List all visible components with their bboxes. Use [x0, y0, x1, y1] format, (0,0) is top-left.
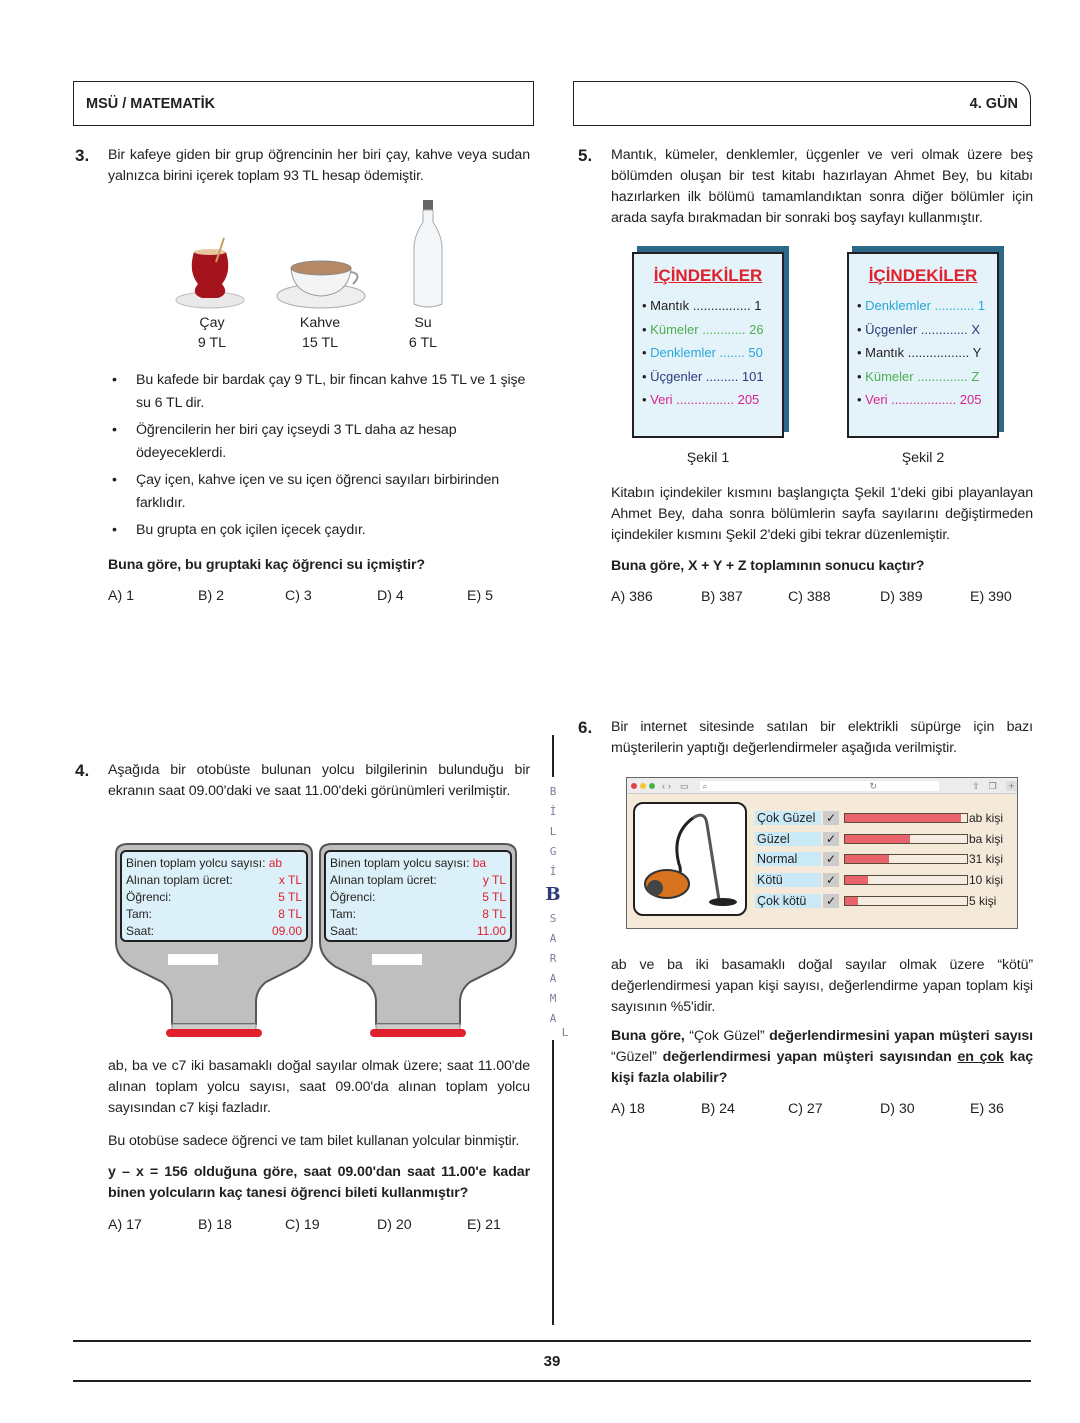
display-label: Saat: [330, 924, 359, 938]
rating-label: Normal [755, 852, 821, 866]
toc-entry-text: Kümeler ............ 26 [650, 321, 764, 337]
display-value: y TL [482, 873, 506, 887]
q5-option-c[interactable]: C) 388 [788, 589, 831, 605]
q4-option-b[interactable]: B) 18 [198, 1217, 232, 1233]
q3-bullet: • Öğrencilerin her biri çay içseydi 3 TL daha az hesap ödeyeceklerdi. [112, 419, 530, 464]
toc-entry-text: Denklemler ........... 1 [865, 298, 986, 313]
brand-letter: İ [549, 805, 557, 818]
coffee-price: 15 TL [301, 335, 339, 351]
q3-option-b[interactable]: B) 2 [198, 588, 225, 604]
vacuum-image [633, 802, 747, 916]
q6-q-part: kaç kişi fazla olabilir? [611, 1049, 1034, 1086]
address-bar[interactable] [700, 781, 940, 791]
q4-number: 4. [75, 761, 90, 780]
q3-option-c[interactable]: C) 3 [285, 588, 312, 604]
rating-label: Çok kötü [755, 894, 821, 908]
brand-letter: B [549, 785, 557, 798]
rating-count: ba kişi [969, 831, 1004, 846]
q3-option-d[interactable]: D) 4 [377, 588, 404, 604]
rating-count: 10 kişi [969, 873, 1004, 888]
brand-letter: A [549, 932, 557, 945]
brand-letter: M [549, 992, 557, 1005]
coffee-name: Kahve [299, 315, 341, 331]
checkmark-icon[interactable]: ✓ [823, 852, 839, 866]
rating-label: Çok Güzel [755, 811, 821, 825]
toc-entry-text: Mantık ................. Y [865, 345, 982, 360]
toc-entry [642, 388, 782, 412]
toc-entry-text: Veri ................ 205 [650, 392, 760, 407]
bus-screen-0900 [114, 842, 314, 1038]
q4-text1: ab, ba ve c7 iki basamaklı doğal sayılar olmak üzere; saat 11.00'de alınan toplam yolcu sayısı, saat 09.00'da alınan toplam yolcu sayısından c7 kişi fazladır. [108, 1058, 530, 1116]
q6-q-part: “Güzel” [611, 1049, 657, 1065]
bullet: • [642, 368, 651, 384]
toc-entry [857, 341, 997, 365]
q6-intro: Bir internet sitesinde satılan bir elektrikli süpürge için bazı müşterilerin yaptığı değerlendirmeler aşağıda verilmiştir. [611, 719, 1033, 756]
checkmark-icon[interactable]: ✓ [823, 873, 839, 887]
q4-option-c[interactable]: C) 19 [285, 1217, 320, 1233]
column-divider [552, 735, 554, 777]
back-icon[interactable]: ‹ [662, 780, 665, 791]
water-name: Su [414, 315, 432, 331]
display-value: ba [472, 856, 487, 870]
display-label: Öğrenci: [330, 890, 376, 904]
tea-label [172, 313, 252, 353]
brand-letter: G [549, 845, 557, 858]
search-icon: ⌕ [702, 780, 708, 791]
display [324, 850, 512, 942]
bullet: • [857, 392, 866, 407]
q3-intro: Bir kafeye giden bir grup öğrencinin her biri çay, kahve veya sudan yalnızca birini içerek toplam 93 TL hesap ödemiştir. [108, 147, 530, 184]
q6-option-d[interactable]: D) 30 [880, 1101, 915, 1117]
coffee-cup-icon [275, 250, 367, 310]
brand-letter: L [561, 1026, 569, 1039]
rating-row [755, 808, 1017, 829]
q6-q-part: değerlendirmesi yapan müşteri sayısından [662, 1049, 952, 1065]
toc-entry-text: Üçgenler ............. X [865, 321, 981, 337]
q3-option-a[interactable]: A) 1 [108, 588, 135, 604]
toc-entry [857, 318, 997, 342]
bullet: • [642, 392, 651, 407]
display-label: Öğrenci: [126, 890, 172, 904]
rating-count: ab kişi [969, 811, 1004, 826]
toc-entry [642, 294, 782, 318]
display-value: 09.00 [271, 924, 302, 938]
vacuum-cleaner-icon [635, 804, 745, 914]
reload-icon[interactable]: ↻ [869, 780, 878, 791]
rating-bar [844, 834, 968, 844]
toc-entry [857, 365, 997, 389]
q4-text2: Bu otobüse sadece öğrenci ve tam bilet kullanan yolcular binmiştir. [108, 1133, 520, 1149]
display-value: 5 TL [278, 890, 302, 904]
bus-screen-1100 [318, 842, 518, 1038]
checkmark-icon[interactable]: ✓ [823, 832, 839, 846]
toc-title: İÇİNDEKİLER [868, 266, 978, 285]
bullet: • [857, 345, 866, 360]
footer-rule [73, 1380, 1031, 1382]
brand-letter: S [549, 912, 557, 925]
rating-row [755, 870, 1017, 891]
toc-entry-text: Kümeler .............. Z [865, 368, 980, 384]
display-value: 8 TL [482, 907, 506, 921]
rating-bar [844, 875, 968, 885]
display-value: ab [268, 856, 283, 870]
toc-entry-text: Veri .................. 205 [865, 392, 982, 407]
toc-entry [642, 318, 782, 342]
display-label: Saat: [126, 924, 155, 938]
water-price: 6 TL [408, 335, 438, 351]
display-label: Binen toplam yolcu sayısı: [126, 856, 266, 870]
q5-option-b[interactable]: B) 387 [701, 589, 743, 605]
q3-bullet-text: Öğrencilerin her biri çay içseydi 3 TL daha az hesap ödeyeceklerdi. [136, 422, 457, 461]
rating-count: 5 kişi [969, 893, 997, 908]
tabs-icon[interactable]: ❐ [988, 780, 997, 791]
column-divider [552, 1040, 554, 1325]
display-value: 11.00 [476, 924, 506, 938]
bullet: • [857, 298, 866, 313]
display-value: x TL [278, 873, 302, 887]
rating-label: Kötü [755, 873, 821, 887]
q5-number: 5. [578, 146, 593, 165]
toc-entry-text: Üçgenler ......... 101 [650, 368, 764, 384]
rating-label: Güzel [755, 832, 821, 846]
forward-icon[interactable]: › [668, 780, 671, 791]
brand-letter: A [549, 972, 557, 985]
q6-number: 6. [578, 718, 593, 737]
maximize-dot-icon[interactable] [649, 783, 655, 789]
figure-2-label: Şekil 2 [901, 450, 945, 466]
tea-price: 9 TL [197, 335, 227, 351]
header-subject-text: MSÜ / MATEMATİK [86, 96, 216, 112]
checkmark-icon[interactable]: ✓ [823, 894, 839, 908]
rating-bar [844, 896, 968, 906]
display-label: Alınan toplam ücret: [126, 873, 233, 887]
display-label: Tam: [330, 907, 357, 921]
rating-bar-fill [845, 835, 910, 843]
coffee-label [280, 313, 360, 353]
q6-option-c[interactable]: C) 27 [788, 1101, 823, 1117]
toc-entry [642, 365, 782, 389]
water-bottle-icon [410, 200, 446, 310]
bullet: • [857, 368, 866, 384]
brand-logo-icon: B [545, 884, 561, 905]
share-icon[interactable]: ⇧ [972, 780, 980, 791]
rating-row [755, 849, 1017, 870]
q6-q-part: değerlendirmesini yapan müşteri sayısı [769, 1028, 1033, 1044]
rating-count: 31 kişi [969, 852, 1004, 867]
q3-bullet: • Bu kafede bir bardak çay 9 TL, bir fincan kahve 15 TL ve 1 şişe su 6 TL dir. [112, 369, 530, 414]
header-day [573, 81, 1031, 126]
review-browser-window [626, 777, 1018, 929]
tea-glass-icon [172, 236, 248, 312]
bullet: • [642, 321, 651, 337]
brand-letter: İ [549, 865, 557, 878]
toc-entry [857, 294, 997, 318]
display-value: 5 TL [482, 890, 506, 904]
q5-option-d[interactable]: D) 389 [880, 589, 923, 605]
q6-text: ab ve ba iki basamaklı doğal sayılar olmak üzere “kötü” değerlendirmesi yapan kişi sayısı, değerlendirme yapan toplam kişi sayısının %5'idir. [611, 957, 1033, 1015]
q4-option-e[interactable]: E) 21 [467, 1217, 501, 1233]
toc-entry [857, 388, 997, 412]
rating-bar [844, 854, 968, 864]
sidebar-icon[interactable]: ▭ [680, 780, 689, 791]
checkmark-icon[interactable]: ✓ [823, 811, 839, 825]
q3-bullet-text: Bu kafede bir bardak çay 9 TL, bir fincan kahve 15 TL ve 1 şişe su 6 TL dir. [136, 372, 526, 411]
q3-bullet: • Bu grupta en çok içilen içecek çaydır. [112, 519, 530, 542]
q4-option-a[interactable]: A) 17 [108, 1217, 142, 1233]
q3-option-e[interactable]: E) 5 [467, 588, 494, 604]
toc-title: İÇİNDEKİLER [653, 266, 763, 285]
minimize-dot-icon[interactable] [640, 783, 646, 789]
rating-bar [844, 813, 968, 823]
tea-name: Çay [199, 315, 225, 331]
close-dot-icon[interactable] [631, 783, 637, 789]
figure-1-label: Şekil 1 [686, 450, 730, 466]
brand-letter: L [549, 825, 557, 838]
q6-q-part: Buna göre, [611, 1028, 685, 1044]
rating-bar-fill [845, 897, 858, 905]
q3-number: 3. [75, 146, 90, 165]
header-subject [73, 81, 534, 126]
q3-question: Buna göre, bu gruptaki kaç öğrenci su içmiştir? [108, 557, 425, 573]
toc-entry [642, 341, 782, 365]
q5-option-e[interactable]: E) 390 [970, 589, 1012, 605]
bullet: • [857, 321, 866, 337]
footer-rule [73, 1340, 1031, 1342]
brand-letter: R [549, 952, 557, 965]
toc-entry-text: Mantık ................ 1 [650, 298, 762, 313]
toc-figure-2 [847, 252, 999, 438]
display-label: Alınan toplam ücret: [330, 873, 437, 887]
q6-q-part: “Çok Güzel” [689, 1028, 765, 1044]
water-label [383, 313, 463, 353]
display [120, 850, 308, 942]
display-label: Binen toplam yolcu sayısı: [330, 856, 470, 870]
toc-figure-1 [632, 252, 784, 438]
q5-option-a[interactable]: A) 386 [611, 589, 653, 605]
q3-bullet: • Çay içen, kahve içen ve su içen öğrenci sayıları birbirinden farklıdır. [112, 469, 530, 514]
rating-bar-fill [845, 876, 868, 884]
toc-entry-text: Denklemler ....... 50 [650, 345, 763, 360]
q4-intro: Aşağıda bir otobüste bulunan yolcu bilgilerinin bulunduğu bir ekranın saat 09.00'daki ve saat 11.00'deki görünümleri verilmiştir. [108, 762, 530, 799]
q5-text: Kitabın içindekiler kısmını başlangıçta Şekil 1'deki gibi playanlayan Ahmet Bey, daha sonra bölümlerin sayfa sayılarını değiştirmeden içindekiler kısmını Şekil 2'deki gibi tekrar düzenlemiştir. [611, 485, 1033, 543]
q6-option-a[interactable]: A) 18 [611, 1101, 645, 1117]
q5-question: Buna göre, X + Y + Z toplamının sonucu kaçtır? [611, 558, 925, 574]
q4-option-d[interactable]: D) 20 [377, 1217, 412, 1233]
q3-bullet-text: Çay içen, kahve içen ve su içen öğrenci sayıları birbirinden farklıdır. [136, 472, 500, 511]
new-tab-icon[interactable]: + [1006, 781, 1017, 791]
header-day-text: 4. GÜN [969, 96, 1018, 112]
bullet: • [642, 345, 651, 360]
q3-bullet-text: Bu grupta en çok içilen içecek çaydır. [136, 522, 366, 538]
rating-row [755, 829, 1017, 850]
q6-q-emphasis: en çok [957, 1049, 1004, 1065]
browser-toolbar [627, 778, 1017, 794]
rating-list [755, 808, 1017, 911]
q6-question [611, 1026, 1033, 1089]
q4-question: y – x = 156 olduğuna göre, saat 09.00'dan saat 11.00'e kadar binen yolcuların kaç tanesi öğrenci bileti kullanmıştır? [108, 1164, 530, 1201]
rating-bar-fill [845, 855, 889, 863]
display-label: Tam: [126, 907, 153, 921]
page-number: 39 [543, 1353, 561, 1370]
rating-bar-fill [845, 814, 961, 822]
q5-intro: Mantık, kümeler, denklemler, üçgenler ve veri olmak üzere beş bölümden oluşan bir test kitabı hazırlayan Ahmet Bey, bu kitabı hazırlarken ilk bölümü tamamlandıktan sonra diğer bölümler için arada sayfa bırakmadan bir sonraki boş sayfayı kullanmıştır. [611, 147, 1033, 226]
rating-row [755, 890, 1017, 911]
q6-option-b[interactable]: B) 24 [701, 1101, 735, 1117]
bullet: • [642, 298, 651, 313]
display-value: 8 TL [278, 907, 302, 921]
q6-option-e[interactable]: E) 36 [970, 1101, 1004, 1117]
brand-letter: A [549, 1012, 557, 1025]
